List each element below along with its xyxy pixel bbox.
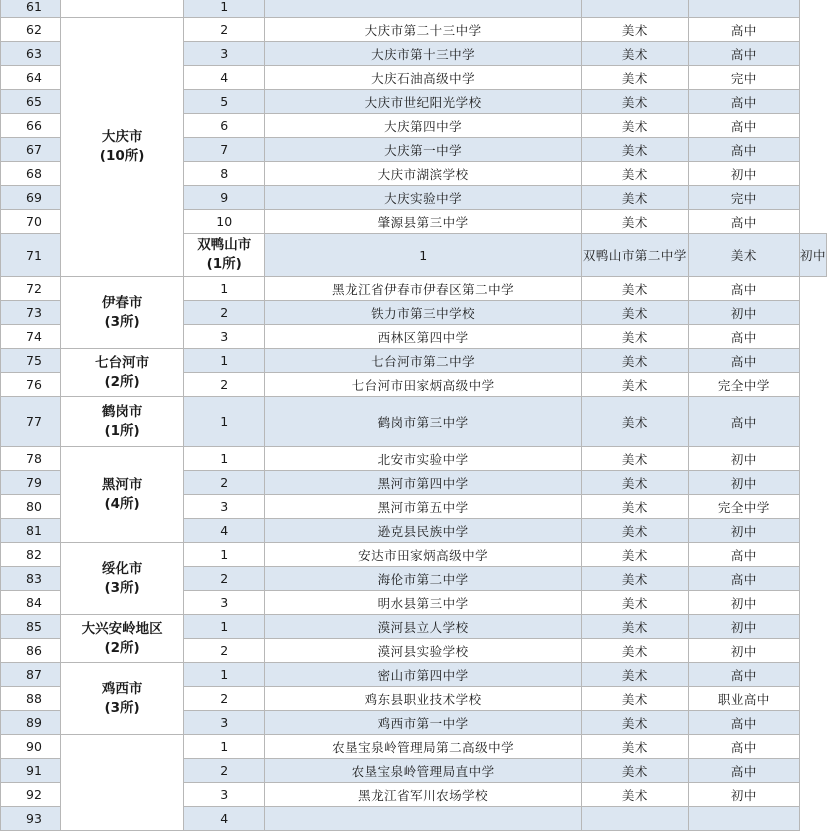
school-index-cell: 2 (184, 687, 265, 711)
school-level-cell: 初中 (688, 519, 799, 543)
school-name-cell: 漠河县立人学校 (265, 615, 582, 639)
school-name-cell: 逊克县民族中学 (265, 519, 582, 543)
school-index-cell: 4 (184, 519, 265, 543)
school-name-cell: 黑河市第四中学 (265, 471, 582, 495)
row-number-cell: 71 (1, 234, 61, 277)
school-level-cell: 初中 (688, 162, 799, 186)
school-level-cell: 高中 (688, 138, 799, 162)
school-table-body (1, 0, 827, 831)
city-school-count: (10所) (99, 148, 145, 164)
table-row (1, 447, 827, 471)
city-group-cell (61, 663, 184, 735)
school-name-cell: 鸡西市第一中学 (265, 711, 582, 735)
subject-cell: 美术 (581, 735, 688, 759)
school-name-cell: 漠河县实验学校 (265, 639, 582, 663)
subject-cell: 美术 (581, 186, 688, 210)
school-level-cell: 高中 (688, 397, 799, 447)
row-number-cell: 68 (1, 162, 61, 186)
row-number-cell: 81 (1, 519, 61, 543)
school-level-cell (688, 807, 799, 831)
city-group-cell (184, 234, 265, 277)
school-index-cell: 2 (184, 471, 265, 495)
school-index-cell: 6 (184, 114, 265, 138)
subject-cell: 美术 (581, 325, 688, 349)
row-number-cell: 87 (1, 663, 61, 687)
school-index-cell: 8 (184, 162, 265, 186)
city-school-count: (1所) (206, 256, 242, 272)
subject-cell: 美术 (581, 18, 688, 42)
school-name-cell: 农垦宝泉岭管理局直中学 (265, 759, 582, 783)
city-name: 大兴安岭地区 (81, 620, 163, 637)
row-number-cell: 85 (1, 615, 61, 639)
row-number-cell: 66 (1, 114, 61, 138)
subject-cell: 美术 (581, 687, 688, 711)
school-level-cell: 初中 (688, 447, 799, 471)
subject-cell: 美术 (581, 66, 688, 90)
school-name-cell: 海伦市第二中学 (265, 567, 582, 591)
city-name: 黑河市 (101, 476, 143, 493)
school-index-cell: 4 (184, 66, 265, 90)
school-index-cell: 2 (184, 759, 265, 783)
city-name: 鹤岗市 (101, 403, 143, 420)
school-name-cell: 大庆第四中学 (265, 114, 582, 138)
school-level-cell: 高中 (688, 567, 799, 591)
row-number-cell: 78 (1, 447, 61, 471)
city-name: 绥化市 (101, 560, 143, 577)
school-name-cell: 鸡东县职业技术学校 (265, 687, 582, 711)
city-group-cell (61, 397, 184, 447)
school-name-cell: 黑河市第五中学 (265, 495, 582, 519)
subject-cell: 美术 (581, 783, 688, 807)
row-number-cell: 70 (1, 210, 61, 234)
table-row (1, 397, 827, 447)
row-number-cell: 76 (1, 373, 61, 397)
school-level-cell: 完中 (688, 186, 799, 210)
school-name-cell: 七台河市田家炳高级中学 (265, 373, 582, 397)
school-level-cell: 高中 (688, 325, 799, 349)
school-index-cell: 1 (184, 397, 265, 447)
school-name-cell: 密山市第四中学 (265, 663, 582, 687)
school-level-cell: 高中 (688, 711, 799, 735)
subject-cell: 美术 (581, 615, 688, 639)
table-row (1, 615, 827, 639)
table-row (1, 735, 827, 759)
row-number-cell: 75 (1, 349, 61, 373)
row-number-cell: 72 (1, 277, 61, 301)
school-index-cell: 3 (184, 711, 265, 735)
table-row (1, 349, 827, 373)
school-level-cell: 高中 (688, 277, 799, 301)
city-school-count: (3所) (104, 579, 140, 596)
table-row (1, 543, 827, 567)
school-index-cell: 2 (184, 373, 265, 397)
school-index-cell: 1 (184, 349, 265, 373)
school-name-cell: 大庆第一中学 (265, 138, 582, 162)
school-level-cell: 高中 (688, 349, 799, 373)
row-number-cell: 89 (1, 711, 61, 735)
school-index-cell: 1 (265, 234, 582, 277)
row-number-cell: 86 (1, 639, 61, 663)
city-name: 大庆市 (101, 129, 143, 145)
school-index-cell: 2 (184, 567, 265, 591)
row-number-cell: 73 (1, 301, 61, 325)
row-number-cell: 92 (1, 783, 61, 807)
subject-cell: 美术 (581, 90, 688, 114)
subject-cell: 美术 (581, 471, 688, 495)
city-group-cell (61, 447, 184, 543)
school-level-cell: 高中 (688, 42, 799, 66)
subject-cell: 美术 (581, 210, 688, 234)
city-group-cell (61, 18, 184, 277)
school-index-cell: 10 (184, 210, 265, 234)
subject-cell: 美术 (581, 759, 688, 783)
city-school-count: (2所) (104, 639, 140, 656)
row-number-cell: 93 (1, 807, 61, 831)
city-group-cell (61, 615, 184, 663)
school-name-cell: 北安市实验中学 (265, 447, 582, 471)
school-name-cell: 大庆市湖滨学校 (265, 162, 582, 186)
school-index-cell: 5 (184, 90, 265, 114)
city-name: 伊春市 (101, 294, 143, 311)
school-level-cell: 初中 (688, 639, 799, 663)
school-name-cell: 七台河市第二中学 (265, 349, 582, 373)
row-number-cell: 63 (1, 42, 61, 66)
city-group-cell (61, 0, 184, 18)
school-index-cell: 3 (184, 495, 265, 519)
school-index-cell: 9 (184, 186, 265, 210)
city-name: 双鸭山市 (197, 237, 252, 253)
school-level-cell: 高中 (688, 210, 799, 234)
subject-cell: 美术 (581, 543, 688, 567)
table-row (1, 18, 827, 42)
school-name-cell: 大庆市第十三中学 (265, 42, 582, 66)
school-name-cell: 黑龙江省军川农场学校 (265, 783, 582, 807)
school-name-cell: 大庆市第二十三中学 (265, 18, 582, 42)
school-name-cell: 肇源县第三中学 (265, 210, 582, 234)
school-name-cell: 农垦宝泉岭管理局第二高级中学 (265, 735, 582, 759)
city-school-count: (3所) (104, 699, 140, 716)
school-level-cell: 初中 (799, 234, 826, 277)
row-number-cell: 61 (1, 0, 61, 18)
school-index-cell: 1 (184, 663, 265, 687)
school-level-cell: 初中 (688, 471, 799, 495)
school-level-cell: 完全中学 (688, 373, 799, 397)
school-level-cell: 完全中学 (688, 495, 799, 519)
subject-cell: 美术 (581, 349, 688, 373)
subject-cell (581, 0, 688, 18)
subject-cell: 美术 (581, 397, 688, 447)
school-index-cell: 1 (184, 277, 265, 301)
school-index-cell: 2 (184, 639, 265, 663)
city-name: 鸡西市 (101, 680, 143, 697)
row-number-cell: 69 (1, 186, 61, 210)
school-level-cell: 高中 (688, 90, 799, 114)
subject-cell: 美术 (581, 373, 688, 397)
city-school-count: (4所) (104, 495, 140, 512)
subject-cell: 美术 (581, 447, 688, 471)
school-index-cell: 1 (184, 447, 265, 471)
subject-cell: 美术 (581, 567, 688, 591)
row-number-cell: 74 (1, 325, 61, 349)
school-name-cell (265, 807, 582, 831)
school-name-cell: 大庆市世纪阳光学校 (265, 90, 582, 114)
subject-cell: 美术 (581, 42, 688, 66)
school-index-cell: 2 (184, 18, 265, 42)
school-name-cell: 铁力市第三中学校 (265, 301, 582, 325)
table-row (1, 663, 827, 687)
school-name-cell: 西林区第四中学 (265, 325, 582, 349)
school-index-cell: 3 (184, 325, 265, 349)
school-level-cell: 完中 (688, 66, 799, 90)
table-row (1, 0, 827, 18)
school-level-cell: 高中 (688, 663, 799, 687)
school-index-cell: 3 (184, 591, 265, 615)
row-number-cell: 79 (1, 471, 61, 495)
school-name-cell (265, 0, 582, 18)
city-school-count: (1所) (104, 422, 140, 439)
row-number-cell: 64 (1, 66, 61, 90)
subject-cell: 美术 (581, 138, 688, 162)
school-level-cell: 高中 (688, 543, 799, 567)
subject-cell: 美术 (581, 663, 688, 687)
row-number-cell: 80 (1, 495, 61, 519)
subject-cell: 美术 (581, 495, 688, 519)
school-level-cell: 高中 (688, 735, 799, 759)
school-name-cell: 黑龙江省伊春市伊春区第二中学 (265, 277, 582, 301)
subject-cell: 美术 (581, 301, 688, 325)
school-index-cell: 1 (184, 0, 265, 18)
subject-cell (581, 807, 688, 831)
school-level-cell: 初中 (688, 615, 799, 639)
city-group-cell (61, 277, 184, 349)
row-number-cell: 90 (1, 735, 61, 759)
school-level-cell: 初中 (688, 301, 799, 325)
school-name-cell: 鹤岗市第三中学 (265, 397, 582, 447)
city-group-cell (61, 349, 184, 397)
subject-cell: 美术 (581, 591, 688, 615)
subject-cell: 美术 (581, 519, 688, 543)
school-level-cell: 高中 (688, 18, 799, 42)
table-row (1, 277, 827, 301)
row-number-cell: 91 (1, 759, 61, 783)
subject-cell: 美术 (581, 277, 688, 301)
school-level-cell: 初中 (688, 783, 799, 807)
row-number-cell: 84 (1, 591, 61, 615)
subject-cell: 美术 (581, 711, 688, 735)
school-index-cell: 3 (184, 42, 265, 66)
city-school-count: (2所) (104, 373, 140, 390)
school-name-cell: 大庆实验中学 (265, 186, 582, 210)
row-number-cell: 65 (1, 90, 61, 114)
row-number-cell: 83 (1, 567, 61, 591)
city-school-count: (3所) (104, 313, 140, 330)
row-number-cell: 62 (1, 18, 61, 42)
school-index-cell: 2 (184, 301, 265, 325)
row-number-cell: 88 (1, 687, 61, 711)
school-name-cell: 明水县第三中学 (265, 591, 582, 615)
school-index-cell: 7 (184, 138, 265, 162)
school-name-cell: 双鸭山市第二中学 (581, 234, 688, 277)
row-number-cell: 77 (1, 397, 61, 447)
school-level-cell: 高中 (688, 114, 799, 138)
subject-cell: 美术 (581, 114, 688, 138)
city-group-cell (61, 735, 184, 831)
school-index-cell: 1 (184, 615, 265, 639)
school-level-cell: 高中 (688, 759, 799, 783)
school-index-cell: 3 (184, 783, 265, 807)
city-group-cell (61, 543, 184, 615)
school-index-cell: 1 (184, 543, 265, 567)
school-index-cell: 4 (184, 807, 265, 831)
row-number-cell: 82 (1, 543, 61, 567)
subject-cell: 美术 (581, 639, 688, 663)
school-level-cell: 职业高中 (688, 687, 799, 711)
city-name: 七台河市 (95, 354, 150, 371)
school-level-cell: 初中 (688, 591, 799, 615)
school-name-cell: 安达市田家炳高级中学 (265, 543, 582, 567)
school-level-cell (688, 0, 799, 18)
row-number-cell: 67 (1, 138, 61, 162)
school-name-cell: 大庆石油高级中学 (265, 66, 582, 90)
school-index-cell: 1 (184, 735, 265, 759)
subject-cell: 美术 (688, 234, 799, 277)
subject-cell: 美术 (581, 162, 688, 186)
